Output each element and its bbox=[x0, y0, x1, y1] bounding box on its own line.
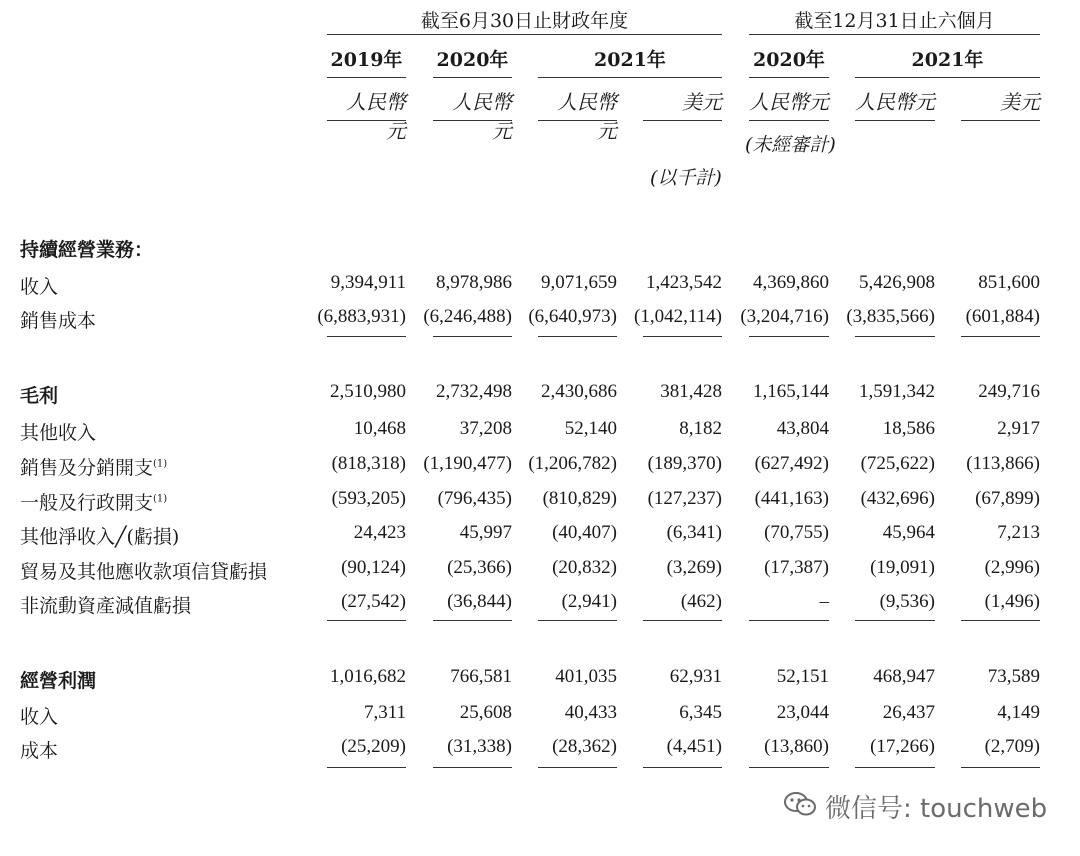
table-cell: 2,430,686 bbox=[541, 381, 617, 402]
table-cell: 52,151 bbox=[776, 666, 829, 687]
table-cell: (3,269) bbox=[666, 557, 722, 578]
row-label bbox=[20, 736, 58, 763]
row-label-text: 一般及行政開支 bbox=[20, 492, 154, 514]
row-label-text: 貿易及其他應收款項信貸虧損 bbox=[20, 561, 268, 583]
subtotal-rule bbox=[961, 620, 1040, 621]
table-cell: 401,035 bbox=[555, 666, 617, 687]
table-cell: (13,860) bbox=[764, 736, 829, 757]
table-cell: (725,622) bbox=[860, 453, 935, 474]
table-cell: 1,423,542 bbox=[646, 272, 722, 293]
table-cell: 73,589 bbox=[987, 666, 1040, 687]
table-cell: (432,696) bbox=[860, 488, 935, 509]
table-cell: 468,947 bbox=[873, 666, 935, 687]
table-cell: 851,600 bbox=[978, 272, 1040, 293]
table-cell: 7,213 bbox=[997, 522, 1040, 543]
row-label-text: 成本 bbox=[20, 740, 59, 762]
table-cell: 4,149 bbox=[997, 702, 1040, 723]
unit-note: (以千計) bbox=[650, 167, 722, 189]
subtotal-rule bbox=[749, 767, 829, 768]
subtotal-rule bbox=[433, 767, 512, 768]
table-cell: (6,883,931) bbox=[317, 306, 406, 327]
table-cell: (1,042,114) bbox=[634, 306, 722, 327]
currency-rule bbox=[749, 120, 829, 121]
currency-rule bbox=[643, 120, 722, 121]
subtotal-rule bbox=[643, 620, 722, 621]
row-label-text: 其他淨收入╱(虧損) bbox=[20, 526, 180, 548]
table-cell: (2,709) bbox=[984, 736, 1040, 757]
row-label bbox=[20, 702, 58, 729]
table-cell: (462) bbox=[680, 591, 722, 612]
watermark-text: 微信号: touchweb bbox=[825, 794, 1048, 824]
table-cell: (25,209) bbox=[341, 736, 406, 757]
table-cell: (19,091) bbox=[870, 557, 935, 578]
subtotal-rule bbox=[538, 620, 617, 621]
subtotal-rule bbox=[433, 620, 512, 621]
footnote-marker: (1) bbox=[153, 458, 168, 470]
subtotal-rule bbox=[749, 336, 829, 337]
table-cell: 37,208 bbox=[459, 418, 512, 439]
subtotal-rule bbox=[433, 336, 512, 337]
table-cell: (818,318) bbox=[331, 453, 406, 474]
currency-rule bbox=[538, 120, 617, 121]
table-cell: (189,370) bbox=[647, 453, 722, 474]
table-cell: 24,423 bbox=[353, 522, 406, 543]
table-cell: (1,190,477) bbox=[423, 453, 512, 474]
year-rule bbox=[327, 77, 406, 78]
subtotal-rule bbox=[961, 336, 1040, 337]
table-cell: (31,338) bbox=[447, 736, 512, 757]
table-cell: 18,586 bbox=[882, 418, 935, 439]
section-title: 毛利 bbox=[20, 385, 59, 407]
table-cell: (90,124) bbox=[341, 557, 406, 578]
table-cell: 2,732,498 bbox=[436, 381, 512, 402]
year-header: 2021年 bbox=[911, 49, 984, 71]
row-label bbox=[20, 306, 96, 333]
table-cell: 45,964 bbox=[882, 522, 935, 543]
table-cell: (27,542) bbox=[341, 591, 406, 612]
table-cell: 62,931 bbox=[669, 666, 722, 687]
table-cell: 9,394,911 bbox=[330, 272, 406, 293]
table-cell: 1,165,144 bbox=[753, 381, 829, 402]
section-title: 持續經營業務： bbox=[20, 239, 154, 261]
header-group-six-months: 截至12月31日止六個月 bbox=[794, 10, 995, 32]
row-label-text: 收入 bbox=[20, 706, 59, 728]
row-label-text: 收入 bbox=[20, 276, 59, 298]
subtotal-rule bbox=[538, 336, 617, 337]
currency-header: 美元 bbox=[682, 90, 722, 114]
subtotal-rule bbox=[327, 620, 406, 621]
table-cell: (25,366) bbox=[447, 557, 512, 578]
table-cell: 6,345 bbox=[679, 702, 722, 723]
year-header: 2020年 bbox=[436, 49, 509, 71]
table-cell: (796,435) bbox=[437, 488, 512, 509]
table-cell: 1,016,682 bbox=[330, 666, 406, 687]
table-cell: 9,071,659 bbox=[541, 272, 617, 293]
table-cell: (441,163) bbox=[754, 488, 829, 509]
table-cell: (2,996) bbox=[984, 557, 1040, 578]
table-cell: 43,804 bbox=[776, 418, 829, 439]
table-cell: (6,246,488) bbox=[423, 306, 512, 327]
subtotal-rule bbox=[961, 767, 1040, 768]
table-cell: (3,835,566) bbox=[846, 306, 935, 327]
year-header: 2020年 bbox=[753, 49, 825, 71]
currency-header: 人民幣元 bbox=[452, 90, 512, 143]
table-cell: 8,978,986 bbox=[436, 272, 512, 293]
row-label-text: 銷售成本 bbox=[20, 310, 97, 332]
row-label bbox=[20, 418, 96, 445]
row-label-text: 非流動資產減值虧損 bbox=[20, 595, 192, 617]
table-cell: 249,716 bbox=[978, 381, 1040, 402]
table-cell: (1,496) bbox=[984, 591, 1040, 612]
table-cell: (36,844) bbox=[447, 591, 512, 612]
table-cell: (127,237) bbox=[647, 488, 722, 509]
year-rule bbox=[433, 77, 512, 78]
table-cell: (17,266) bbox=[870, 736, 935, 757]
row-label bbox=[20, 557, 267, 584]
row-label bbox=[20, 522, 179, 549]
currency-rule bbox=[961, 120, 1040, 121]
table-cell: 766,581 bbox=[450, 666, 512, 687]
table-cell: (20,832) bbox=[552, 557, 617, 578]
table-cell: 25,608 bbox=[459, 702, 512, 723]
table-cell: 26,437 bbox=[882, 702, 935, 723]
table-cell: 2,510,980 bbox=[330, 381, 406, 402]
wechat-icon bbox=[783, 790, 817, 818]
subtotal-rule bbox=[643, 336, 722, 337]
currency-rule bbox=[855, 120, 935, 121]
table-cell: (810,829) bbox=[542, 488, 617, 509]
table-cell: 1,591,342 bbox=[859, 381, 935, 402]
section-title: 經營利潤 bbox=[20, 670, 97, 692]
subtotal-rule bbox=[327, 336, 406, 337]
currency-header: 人民幣元 bbox=[346, 90, 406, 143]
row-label bbox=[20, 453, 167, 480]
table-cell: – bbox=[819, 591, 829, 612]
table-cell: (67,899) bbox=[975, 488, 1040, 509]
table-cell: (70,755) bbox=[764, 522, 829, 543]
subtotal-rule bbox=[855, 620, 935, 621]
row-label bbox=[20, 272, 58, 299]
table-cell: 4,369,860 bbox=[753, 272, 829, 293]
table-cell: 10,468 bbox=[353, 418, 406, 439]
table-cell: 23,044 bbox=[776, 702, 829, 723]
year-rule bbox=[538, 77, 722, 78]
subtotal-rule bbox=[538, 767, 617, 768]
currency-rule bbox=[327, 120, 406, 121]
year-header: 2019年 bbox=[330, 49, 403, 71]
table-cell: 2,917 bbox=[997, 418, 1040, 439]
currency-rule bbox=[433, 120, 512, 121]
row-label bbox=[20, 488, 167, 515]
table-cell: (113,866) bbox=[966, 453, 1040, 474]
subtotal-rule bbox=[643, 767, 722, 768]
table-cell: 45,997 bbox=[459, 522, 512, 543]
table-cell: (28,362) bbox=[552, 736, 617, 757]
header-rule bbox=[327, 34, 722, 35]
row-label-text: 其他收入 bbox=[20, 422, 97, 444]
currency-header: 人民幣元 bbox=[855, 90, 935, 114]
subtotal-rule bbox=[855, 336, 935, 337]
table-cell: (17,387) bbox=[764, 557, 829, 578]
currency-header: 人民幣元 bbox=[749, 90, 829, 114]
year-header: 2021年 bbox=[594, 49, 666, 71]
currency-header: 人民幣元 bbox=[557, 90, 617, 143]
table-cell: (9,536) bbox=[879, 591, 935, 612]
table-cell: (3,204,716) bbox=[740, 306, 829, 327]
subtotal-rule bbox=[855, 767, 935, 768]
table-cell: 381,428 bbox=[660, 381, 722, 402]
table-cell: 7,311 bbox=[363, 702, 406, 723]
currency-header: 美元 bbox=[1000, 90, 1040, 114]
table-cell: (6,640,973) bbox=[528, 306, 617, 327]
table-cell: 5,426,908 bbox=[859, 272, 935, 293]
table-cell: (601,884) bbox=[965, 306, 1040, 327]
table-cell: (40,407) bbox=[552, 522, 617, 543]
subtotal-rule bbox=[749, 620, 829, 621]
row-label bbox=[20, 591, 191, 618]
header-rule bbox=[749, 34, 1040, 35]
subtotal-rule bbox=[327, 767, 406, 768]
table-cell: (4,451) bbox=[666, 736, 722, 757]
unaudited-note: (未經審計) bbox=[745, 134, 836, 156]
table-cell: (6,341) bbox=[666, 522, 722, 543]
footnote-marker: (1) bbox=[153, 493, 168, 505]
table-cell: (1,206,782) bbox=[528, 453, 617, 474]
year-rule bbox=[749, 77, 829, 78]
year-rule bbox=[855, 77, 1040, 78]
table-cell: 52,140 bbox=[564, 418, 617, 439]
header-group-fiscal-year: 截至6月30日止財政年度 bbox=[420, 10, 629, 32]
table-cell: (2,941) bbox=[561, 591, 617, 612]
table-cell: 8,182 bbox=[679, 418, 722, 439]
table-cell: (627,492) bbox=[754, 453, 829, 474]
row-label-text: 銷售及分銷開支 bbox=[20, 457, 154, 479]
table-cell: 40,433 bbox=[564, 702, 617, 723]
table-cell: (593,205) bbox=[331, 488, 406, 509]
